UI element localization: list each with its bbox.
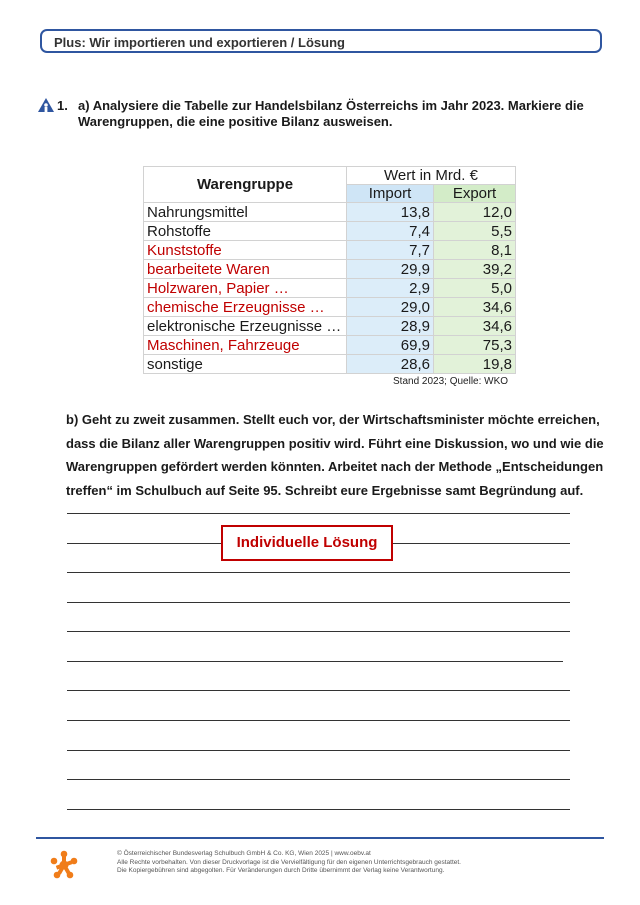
- row-export-value: 34,6: [434, 317, 516, 336]
- page-header: [40, 29, 602, 53]
- writing-line: [67, 809, 570, 810]
- row-name: bearbeitete Waren: [144, 260, 347, 279]
- footer-copyright: [117, 850, 461, 876]
- footer-line-3: Die Kopiergebühren sind abgegolten. Für Veränderungen durch Dritte übernimmt der Verlag keine Verantwortung.: [117, 867, 445, 874]
- row-name: sonstige: [144, 355, 347, 374]
- table-row: [144, 241, 516, 260]
- row-name: chemische Erzeugnisse …: [144, 298, 347, 317]
- column-header-import: Import: [347, 185, 434, 203]
- row-import-value: 2,9: [347, 279, 434, 298]
- task-1b-instruction: b) Geht zu zweit zusammen. Stellt euch vor, der Wirtschaftsminister möchte erreichen, dass die Bilanz aller Warengruppen positiv wird. Führt eine Diskussion, wo und wie die Warengruppen gefördert werden könnten. Arbeitet nach der Methode „Entscheidungen treffen“ im Schulbuch auf Seite 95. Schreibt eure Ergebnisse samt Begründung auf.: [66, 412, 604, 498]
- row-export-value: 19,8: [434, 355, 516, 374]
- writing-line: [67, 513, 570, 514]
- column-header-export: Export: [434, 185, 516, 203]
- writing-line: [67, 572, 570, 573]
- triangle-person-icon: [38, 98, 54, 112]
- row-name: Nahrungsmittel: [144, 203, 347, 222]
- writing-line: [67, 602, 570, 603]
- page-title: Plus: Wir importieren und exportieren / Lösung: [54, 35, 345, 50]
- row-import-value: 7,4: [347, 222, 434, 241]
- table-row: [144, 317, 516, 336]
- table-row: [144, 336, 516, 355]
- writing-line: [67, 779, 570, 780]
- writing-line: [67, 690, 570, 691]
- row-export-value: 75,3: [434, 336, 516, 355]
- footer-divider: [36, 837, 604, 839]
- row-name: Holzwaren, Papier …: [144, 279, 347, 298]
- row-name: Kunststoffe: [144, 241, 347, 260]
- row-export-value: 5,5: [434, 222, 516, 241]
- task-number: 1.: [57, 98, 68, 113]
- footer-line-2: Alle Rechte vorbehalten. Von dieser Druckvorlage ist die Vervielfältigung für den eigenen Unterrichtsgebrauch gestattet.: [117, 858, 461, 866]
- table-row: [144, 298, 516, 317]
- row-import-value: 69,9: [347, 336, 434, 355]
- table-row: [144, 203, 516, 222]
- table-source: Stand 2023; Quelle: WKO: [393, 376, 509, 387]
- row-import-value: 28,9: [347, 317, 434, 336]
- row-export-value: 39,2: [434, 260, 516, 279]
- solution-box: [221, 525, 393, 561]
- footer-line-1: © Österreichischer Bundesverlag Schulbuch GmbH & Co. KG, Wien 2025 | www.oebv.at: [117, 850, 371, 857]
- table-row: [144, 222, 516, 241]
- writing-line: [67, 720, 570, 721]
- row-import-value: 29,0: [347, 298, 434, 317]
- writing-line: [67, 661, 563, 662]
- table-row: [144, 279, 516, 298]
- column-header-value: Wert in Mrd. €: [347, 167, 516, 185]
- row-import-value: 13,8: [347, 203, 434, 222]
- writing-line: [67, 631, 570, 632]
- solution-label: Individuelle Lösung: [236, 534, 378, 551]
- task-1a-instruction: a) Analysiere die Tabelle zur Handelsbilanz Österreichs im Jahr 2023. Markiere die Warengruppen, die eine positive Bilanz ausweisen.: [78, 98, 584, 129]
- row-name: Rohstoffe: [144, 222, 347, 241]
- row-export-value: 8,1: [434, 241, 516, 260]
- row-export-value: 5,0: [434, 279, 516, 298]
- writing-line: [67, 750, 570, 751]
- row-import-value: 28,6: [347, 355, 434, 374]
- trade-balance-table: [143, 166, 516, 374]
- row-import-value: 29,9: [347, 260, 434, 279]
- table-row: [144, 260, 516, 279]
- row-export-value: 34,6: [434, 298, 516, 317]
- row-import-value: 7,7: [347, 241, 434, 260]
- table-row: [144, 355, 516, 374]
- column-header-group: Warengruppe: [144, 167, 347, 203]
- row-name: elektronische Erzeugnisse …: [144, 317, 347, 336]
- oebv-star-logo: [50, 850, 78, 880]
- row-name: Maschinen, Fahrzeuge: [144, 336, 347, 355]
- table-body: [144, 203, 516, 374]
- row-export-value: 12,0: [434, 203, 516, 222]
